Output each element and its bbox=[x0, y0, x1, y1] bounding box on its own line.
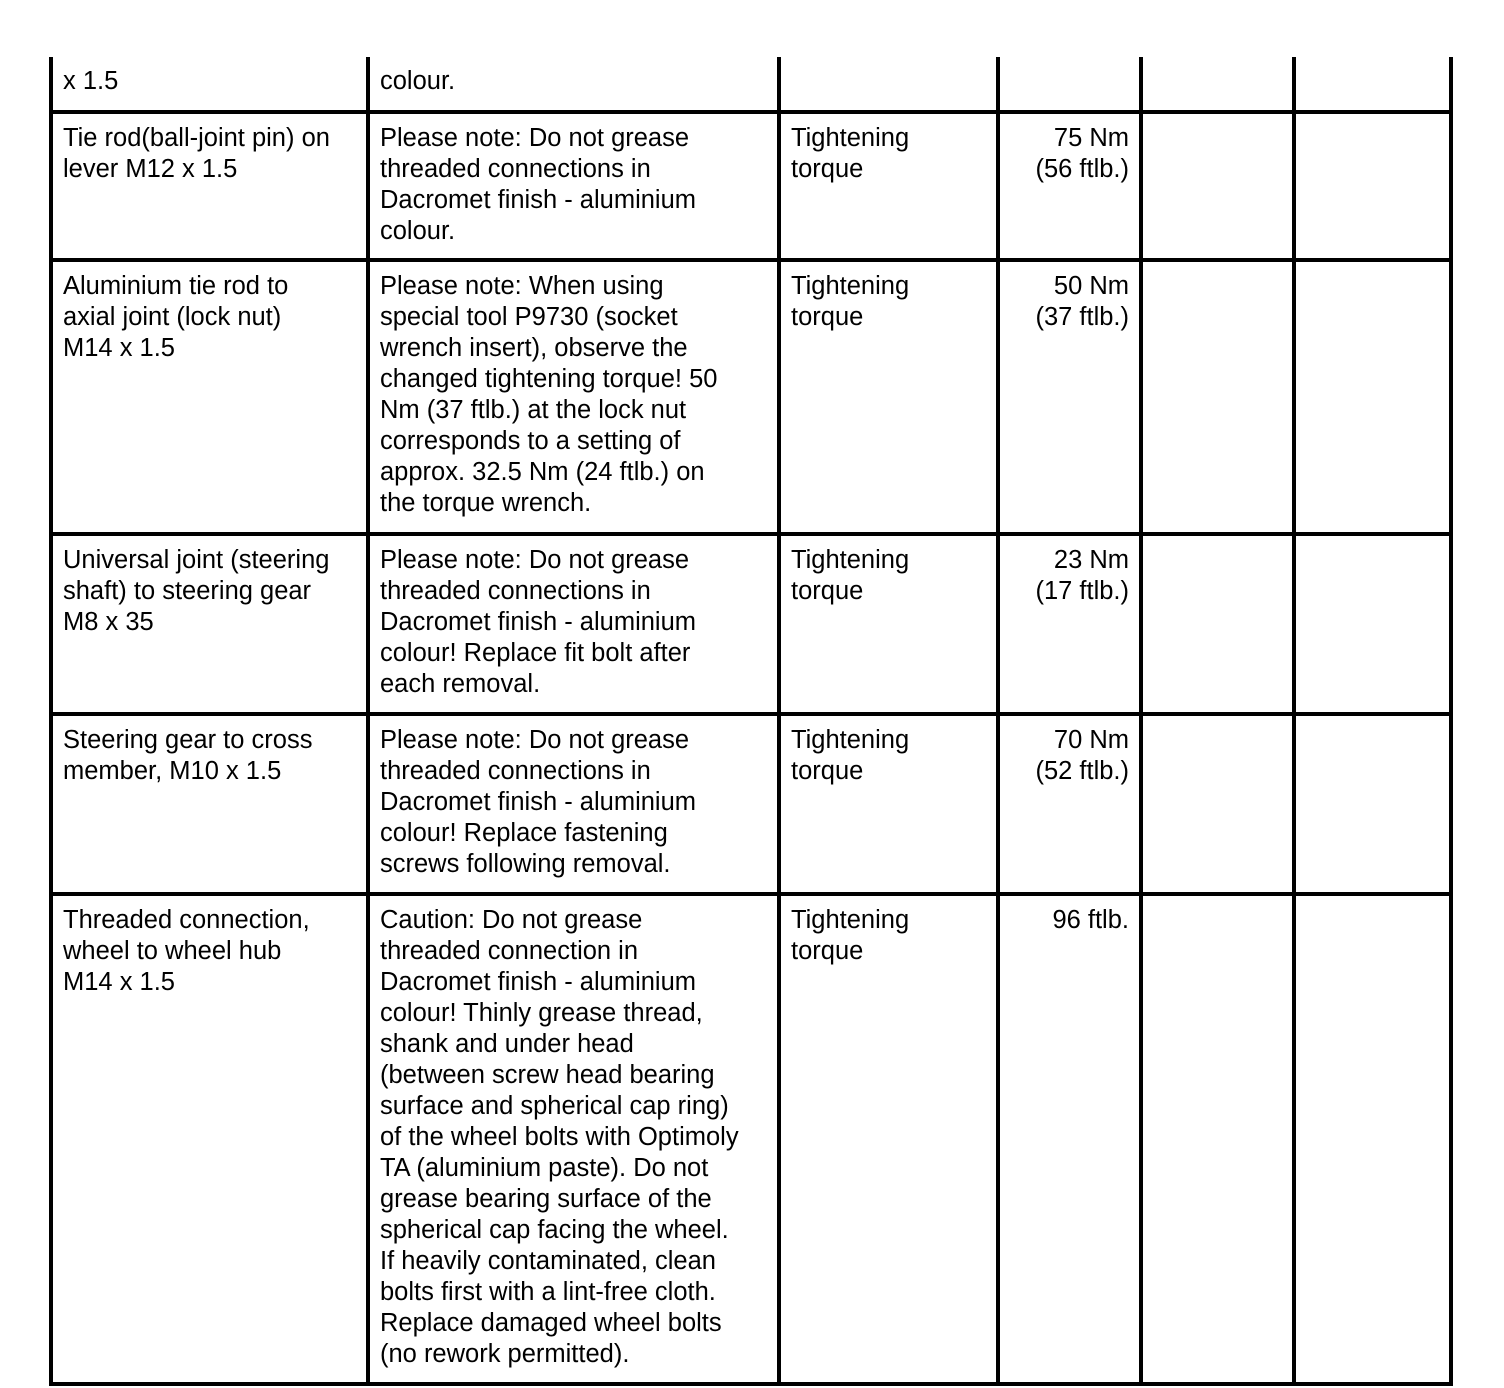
note-line: Please note: Do not grease bbox=[380, 124, 690, 152]
type-line: Tightening bbox=[791, 124, 910, 152]
value-cell bbox=[998, 57, 1141, 112]
note-line: If heavily contaminated, clean bbox=[380, 1247, 716, 1275]
table-row bbox=[51, 112, 1451, 260]
component-line: Universal joint (steering bbox=[63, 546, 330, 574]
component-line: Tie rod(ball-joint pin) on bbox=[63, 124, 330, 152]
value-cell bbox=[998, 534, 1141, 714]
note-line: threaded connections in bbox=[380, 577, 651, 605]
note-line: Dacromet finish - aluminium bbox=[380, 608, 697, 636]
empty-cell bbox=[1294, 260, 1451, 534]
type-cell bbox=[779, 714, 998, 894]
value-cell bbox=[998, 112, 1141, 260]
note-cell bbox=[368, 714, 779, 894]
component-cell bbox=[51, 534, 368, 714]
note-line: Please note: When using bbox=[380, 272, 664, 300]
value-line: (56 ftlb.) bbox=[1035, 155, 1129, 183]
type-line: Tightening bbox=[791, 726, 910, 754]
table-row bbox=[51, 57, 1451, 112]
empty-cell bbox=[1141, 894, 1294, 1384]
value-line: 96 ftlb. bbox=[1052, 906, 1129, 934]
empty-cell bbox=[1294, 894, 1451, 1384]
torque-specification-table bbox=[49, 57, 1453, 1386]
note-line: Replace damaged wheel bolts bbox=[380, 1309, 722, 1337]
table-row bbox=[51, 894, 1451, 1384]
note-line: colour! Replace fastening bbox=[380, 819, 668, 847]
component-line: Steering gear to cross bbox=[63, 726, 313, 754]
component-cell bbox=[51, 260, 368, 534]
note-line: threaded connections in bbox=[380, 155, 651, 183]
note-line: colour. bbox=[380, 217, 456, 245]
value-line: (52 ftlb.) bbox=[1035, 757, 1129, 785]
note-line: colour! Thinly grease thread, bbox=[380, 999, 703, 1027]
type-line: Tightening bbox=[791, 546, 910, 574]
note-line: TA (aluminium paste). Do not bbox=[380, 1154, 709, 1182]
note-line: Nm (37 ftlb.) at the lock nut bbox=[380, 396, 687, 424]
note-cell bbox=[368, 57, 779, 112]
component-line: x 1.5 bbox=[63, 67, 119, 95]
note-line: changed tightening torque! 50 bbox=[380, 365, 718, 393]
note-line: bolts first with a lint-free cloth. bbox=[380, 1278, 716, 1306]
value-line: 70 Nm bbox=[1053, 726, 1129, 754]
component-line: member, M10 x 1.5 bbox=[63, 757, 282, 785]
component-line: Threaded connection, bbox=[63, 906, 310, 934]
type-line: torque bbox=[791, 937, 864, 965]
type-line: torque bbox=[791, 303, 864, 331]
component-line: wheel to wheel hub bbox=[63, 937, 282, 965]
value-line: (37 ftlb.) bbox=[1035, 303, 1129, 331]
note-line: Caution: Do not grease bbox=[380, 906, 643, 934]
component-line: shaft) to steering gear bbox=[63, 577, 312, 605]
component-cell bbox=[51, 894, 368, 1384]
component-line: M14 x 1.5 bbox=[63, 968, 175, 996]
value-cell bbox=[998, 714, 1141, 894]
component-line: axial joint (lock nut) bbox=[63, 303, 282, 331]
note-line: (between screw head bearing bbox=[380, 1061, 715, 1089]
value-line: (17 ftlb.) bbox=[1035, 577, 1129, 605]
empty-cell bbox=[1141, 112, 1294, 260]
note-line: special tool P9730 (socket bbox=[380, 303, 678, 331]
note-line: Dacromet finish - aluminium bbox=[380, 186, 697, 214]
type-line: Tightening bbox=[791, 906, 910, 934]
note-line: screws following removal. bbox=[380, 850, 671, 878]
note-line: surface and spherical cap ring) bbox=[380, 1092, 729, 1120]
note-line: grease bearing surface of the bbox=[380, 1185, 712, 1213]
note-line: Dacromet finish - aluminium bbox=[380, 788, 697, 816]
component-cell bbox=[51, 714, 368, 894]
empty-cell bbox=[1141, 57, 1294, 112]
type-cell bbox=[779, 57, 998, 112]
note-line: colour! Replace fit bolt after bbox=[380, 639, 691, 667]
note-cell bbox=[368, 260, 779, 534]
value-line: 50 Nm bbox=[1053, 272, 1129, 300]
note-line: Dacromet finish - aluminium bbox=[380, 968, 697, 996]
note-line: threaded connection in bbox=[380, 937, 639, 965]
component-line: Aluminium tie rod to bbox=[63, 272, 289, 300]
empty-cell bbox=[1294, 714, 1451, 894]
note-line: the torque wrench. bbox=[380, 489, 592, 517]
note-line: wrench insert), observe the bbox=[380, 334, 688, 362]
value-line: 75 Nm bbox=[1053, 124, 1129, 152]
type-cell bbox=[779, 112, 998, 260]
note-cell bbox=[368, 112, 779, 260]
note-line: approx. 32.5 Nm (24 ftlb.) on bbox=[380, 458, 705, 486]
note-cell bbox=[368, 534, 779, 714]
note-line: corresponds to a setting of bbox=[380, 427, 681, 455]
note-line: threaded connections in bbox=[380, 757, 651, 785]
table-row bbox=[51, 260, 1451, 534]
component-cell bbox=[51, 57, 368, 112]
value-cell bbox=[998, 260, 1141, 534]
component-line: lever M12 x 1.5 bbox=[63, 155, 238, 183]
type-line: torque bbox=[791, 577, 864, 605]
type-cell bbox=[779, 894, 998, 1384]
note-line: of the wheel bolts with Optimoly bbox=[380, 1123, 739, 1151]
component-line: M8 x 35 bbox=[63, 608, 154, 636]
empty-cell bbox=[1141, 534, 1294, 714]
table-row bbox=[51, 714, 1451, 894]
note-line: each removal. bbox=[380, 670, 541, 698]
table-row bbox=[51, 534, 1451, 714]
empty-cell bbox=[1141, 714, 1294, 894]
note-line: Please note: Do not grease bbox=[380, 726, 690, 754]
value-cell bbox=[998, 894, 1141, 1384]
note-line: colour. bbox=[380, 67, 456, 95]
type-line: torque bbox=[791, 757, 864, 785]
value-line: 23 Nm bbox=[1053, 546, 1129, 574]
note-line: shank and under head bbox=[380, 1030, 634, 1058]
type-line: torque bbox=[791, 155, 864, 183]
type-line: Tightening bbox=[791, 272, 910, 300]
empty-cell bbox=[1141, 260, 1294, 534]
table-body bbox=[51, 57, 1451, 1384]
component-line: M14 x 1.5 bbox=[63, 334, 175, 362]
empty-cell bbox=[1294, 112, 1451, 260]
empty-cell bbox=[1294, 534, 1451, 714]
type-cell bbox=[779, 534, 998, 714]
empty-cell bbox=[1294, 57, 1451, 112]
note-line: (no rework permitted). bbox=[380, 1340, 630, 1368]
note-line: spherical cap facing the wheel. bbox=[380, 1216, 729, 1244]
type-cell bbox=[779, 260, 998, 534]
note-line: Please note: Do not grease bbox=[380, 546, 690, 574]
note-cell bbox=[368, 894, 779, 1384]
component-cell bbox=[51, 112, 368, 260]
